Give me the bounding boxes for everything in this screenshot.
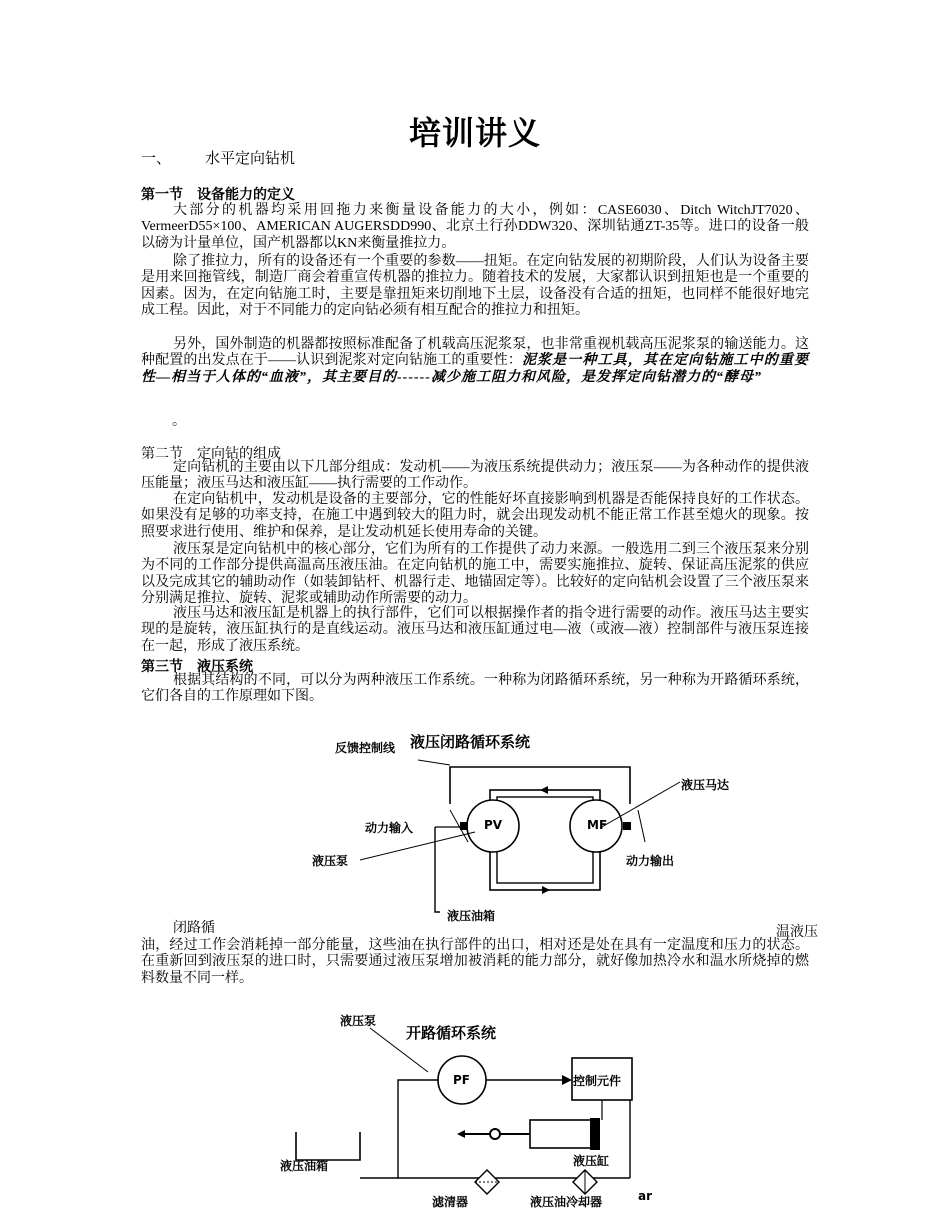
feedback-label: 反馈控制线	[335, 741, 396, 755]
emphasis-text: 泥浆是一种工具，其在定向钻施工中的重要性—相当于人体的“血液”，其主要目的------减少施工阻力和风险，是发挥定向钻潜力的“酵母”	[141, 353, 809, 385]
motor-shaft	[623, 822, 631, 830]
power-input-label: 动力输入	[365, 821, 414, 835]
page-title: 培训讲义	[408, 115, 541, 151]
section-1-paragraph-3	[141, 337, 809, 386]
fragment-label: ar	[638, 1189, 653, 1203]
pump-shaft	[460, 822, 468, 830]
open-tank-label: 液压油箱	[280, 1159, 329, 1173]
filter-label: 滤清器	[432, 1195, 469, 1209]
open-loop-title: 开路循环系统	[406, 1024, 497, 1042]
rod-eye	[490, 1129, 500, 1139]
section-3-paragraph-2-start: 闭路循	[173, 921, 215, 936]
pump-label: 液压泵	[312, 854, 349, 868]
pf-label: PF	[453, 1073, 470, 1087]
section-1-paragraph-1: 大部分的机器均采用回拖力来衡量设备能力的大小，例如：CASE6030、Ditch WitchJT7020、VermeerD55×100、AMERICAN AUGERSDD990、北京土行孙DDW320、深圳钻通ZT-35等。进口的设备一般以磅为计量单位，国产机器都以KN来衡量推拉力。	[141, 203, 809, 251]
arrow-left-icon	[457, 1130, 465, 1138]
closed-loop-diagram	[300, 722, 760, 922]
cylinder-body	[530, 1120, 594, 1148]
section-2-paragraph-4: 液压马达和液压缸是机器上的执行部件，它们可以根据操作者的指令进行需要的动作。液压马达主要实现的是旋转，液压缸执行的是直线运动。液压马达和液压缸通过电—液（或液—液）控制部件与液压泵连接在一起，形成了液压系统。	[141, 606, 809, 654]
power-output-label: 动力输出	[626, 854, 675, 868]
tank-line	[435, 827, 440, 912]
section-3-heading: 第三节 液压系统	[141, 660, 253, 675]
flow-arrow-icon	[540, 786, 550, 894]
cylinder-label: 液压缸	[573, 1154, 610, 1168]
arrow-right-icon	[562, 1075, 572, 1085]
section-3-paragraph-1: 根据其结构的不同，可以分为两种液压工作系统。一种称为闭路循环系统，另一种称为开路循环系统，它们各自的工作原理如下图。	[141, 673, 809, 705]
feedback-line	[450, 767, 630, 804]
motor-adjust-arrow	[638, 810, 645, 842]
mf-label: MF	[587, 818, 608, 832]
motor-label: 液压马达	[681, 778, 730, 792]
pv-label: PV	[484, 818, 503, 832]
control-label: 控制元件	[573, 1074, 622, 1088]
paragraph-end-mark: 。	[172, 414, 186, 429]
section-1-paragraph-2: 除了推拉力，所有的设备还有一个重要的参数——扭矩。在定向钻发展的初期阶段，人们认为设备主要是用来回拖管线，制造厂商会着重宣传机器的推拉力。随着技术的发展，大家都认识到扭矩也是一个重要的因素。因为，在定向钻施工时，主要是靠扭矩来切削地下土层，设备没有合适的扭矩，也同样不能很好地完成工程。因此，对于不同能力的定向钻必须有相互配合的推拉力和扭矩。	[141, 254, 809, 318]
chapter-number: 一、	[141, 151, 172, 167]
section-1-heading: 第一节 设备能力的定义	[141, 188, 295, 203]
cylinder-head	[590, 1118, 600, 1150]
tank-symbol	[296, 1132, 360, 1160]
section-2-heading: 第二节 定向钻的组成	[141, 447, 281, 462]
tank-label: 液压油箱	[447, 909, 496, 922]
pump-pointer	[360, 832, 475, 860]
chapter-label: 水平定向钻机	[205, 151, 296, 167]
section-3-paragraph-2-tail: 温液压	[776, 925, 818, 940]
section-2-paragraph-1: 定向钻机的主要由以下几部分组成：发动机——为液压系统提供动力；液压泵——为各种动作的提供液压能量；液压马达和液压缸——执行需要的工作动作。	[141, 460, 809, 492]
open-loop-diagram	[270, 1010, 710, 1230]
cooler-label: 液压油冷却器	[530, 1195, 603, 1209]
feedback-pointer	[418, 760, 450, 765]
closed-loop-title: 液压闭路循环系统	[410, 733, 531, 751]
section-3-paragraph-2: 油，经过工作会消耗掉一部分能量，这些油在执行部件的出口，相对还是处在具有一定温度和压力的状态。在重新回到液压泵的进口时，只需要通过液压泵增加被消耗的能力部分，就好像加热冷水和温水所烧掉的燃料数量不同一样。	[141, 938, 809, 986]
section-2-paragraph-2: 在定向钻机中，发动机是设备的主要部分，它的性能好坏直接影响到机器是否能保持良好的工作状态。如果没有足够的功率支持，在施工中遇到较大的阻力时，就会出现发动机不能正常工作甚至熄火的现象。按照要求进行使用、维护和保养，是让发动机延长使用寿命的关键。	[141, 492, 809, 540]
open-pump-label: 液压泵	[340, 1014, 377, 1028]
chapter-heading	[141, 147, 295, 168]
section-2-paragraph-3: 液压泵是定向钻机中的核心部分，它们为所有的工作提供了动力来源。一般选用二到三个液压泵来分别为不同的工作部分提供高温高压液压油。在定向钻机的施工中，需要实施推拉、旋转、保证高压泥浆的供应以及完成其它的辅助动作（如装卸钻杆、机器行走、地锚固定等）。比较好的定向钻机会设置了三个液压泵来分别满足推拉、旋转、泥浆或辅助动作所需要的动力。	[141, 542, 809, 606]
paragraph-text: 另外，国外制造的机器都按照标准配备了机载高压泥浆泵，也非常重视机载高压泥浆泵的输送能力。这种配置的出发点在于——认识到泥浆对定向钻施工的重要性：	[141, 337, 809, 369]
